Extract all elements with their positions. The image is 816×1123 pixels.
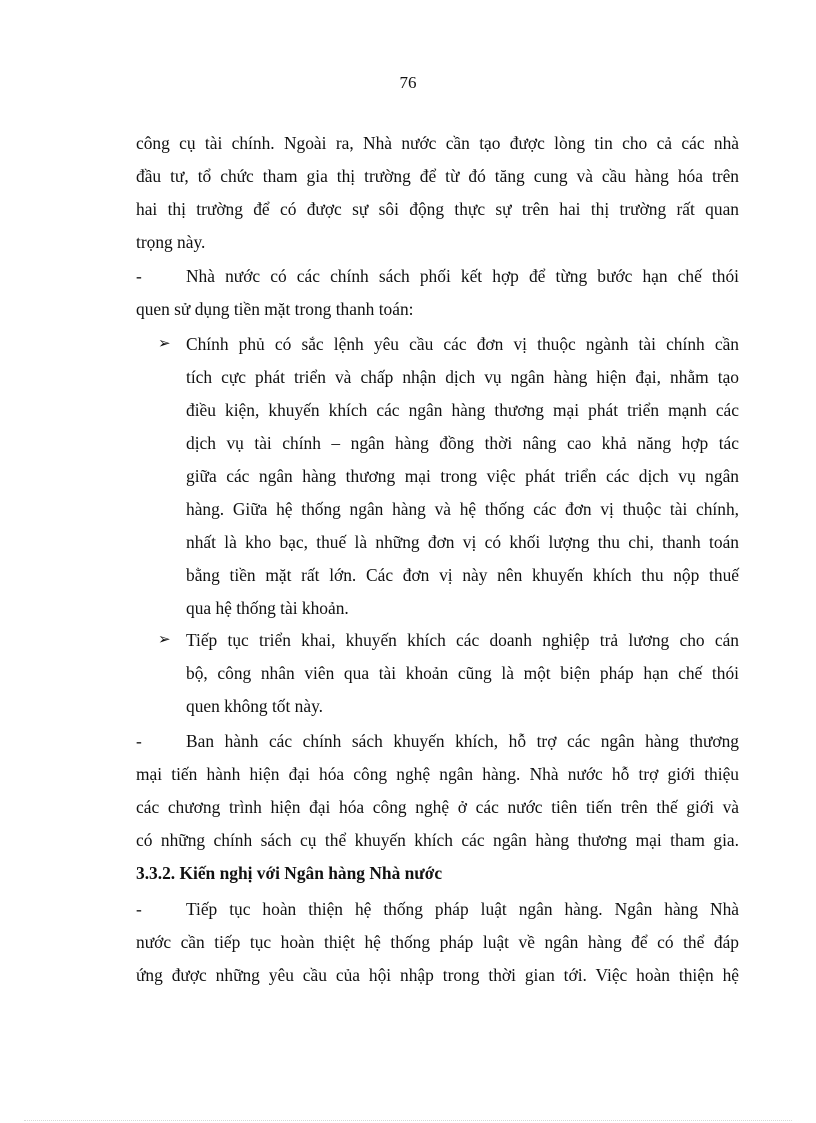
text-line: công cụ tài chính. Ngoài ra, Nhà nước cần tạo được lòng tin cho cả các nhà [136, 133, 739, 153]
arrow-bullet-icon: ➢ [158, 632, 171, 648]
text-line: qua hệ thống tài khoản. [186, 598, 349, 618]
text-line: dịch vụ tài chính – ngân hàng đồng thời nâng cao khả năng hợp tác [186, 433, 739, 453]
text-line: các chương trình hiện đại hóa công nghệ ở các nước tiên tiến trên thế giới và [136, 797, 739, 817]
text-line: Tiếp tục hoàn thiện hệ thống pháp luật ngân hàng. Ngân hàng Nhà [186, 899, 739, 919]
text-line: hàng. Giữa hệ thống ngân hàng và hệ thống các đơn vị thuộc tài chính, [186, 499, 739, 519]
page-number: 76 [399, 73, 417, 92]
text-line: Ban hành các chính sách khuyến khích, hỗ trợ các ngân hàng thương [186, 731, 739, 751]
text-line: tích cực phát triển và chấp nhận dịch vụ ngân hàng hiện đại, nhằm tạo [186, 367, 739, 387]
text-line: có những chính sách cụ thể khuyến khích các ngân hàng thương mại tham gia. [136, 830, 739, 850]
text-line: nước cần tiếp tục hoàn thiệt hệ thống pháp luật về ngân hàng để có thể đáp [136, 932, 739, 952]
arrow-bullet-icon: ➢ [158, 336, 171, 352]
text-line: nhất là kho bạc, thuế là những đơn vị có khối lượng thu chi, thanh toán [186, 532, 739, 552]
text-line: mại tiến hành hiện đại hóa công nghệ ngân hàng. Nhà nước hỗ trợ giới thiệu [136, 764, 739, 784]
text-line: hai thị trường để có được sự sôi động thực sự trên hai thị trường rất quan [136, 199, 739, 219]
dash-bullet: - [136, 899, 142, 919]
dash-bullet: - [136, 266, 142, 286]
text-line: trọng này. [136, 232, 206, 252]
text-line: ứng được những yêu cầu của hội nhập trong thời gian tới. Việc hoàn thiện hệ [136, 965, 739, 985]
text-line: điều kiện, khuyến khích các ngân hàng thương mại phát triển mạnh các [186, 400, 739, 420]
text-line: Tiếp tục triển khai, khuyến khích các doanh nghiệp trả lương cho cán [186, 630, 739, 650]
text-line: quen không tốt này. [186, 696, 324, 716]
section-heading: 3.3.2. Kiến nghị với Ngân hàng Nhà nước [136, 863, 443, 883]
text-line: bằng tiền mặt rất lớn. Các đơn vị này nên khuyến khích thu nộp thuế [186, 565, 739, 585]
page-bottom-divider [24, 1120, 792, 1121]
text-line: giữa các ngân hàng thương mại trong việc phát triển các dịch vụ ngân [186, 466, 739, 486]
text-line: đầu tư, tổ chức tham gia thị trường để từ đó tăng cung và cầu hàng hóa trên [136, 166, 739, 186]
text-line: Chính phủ có sắc lệnh yêu cầu các đơn vị thuộc ngành tài chính cần [186, 334, 739, 354]
text-line: bộ, công nhân viên qua tài khoản cũng là một biện pháp hạn chế thói [186, 663, 739, 683]
text-line: quen sử dụng tiền mặt trong thanh toán: [136, 299, 414, 319]
text-line: Nhà nước có các chính sách phối kết hợp để từng bước hạn chế thói [186, 266, 739, 286]
dash-bullet: - [136, 731, 142, 751]
